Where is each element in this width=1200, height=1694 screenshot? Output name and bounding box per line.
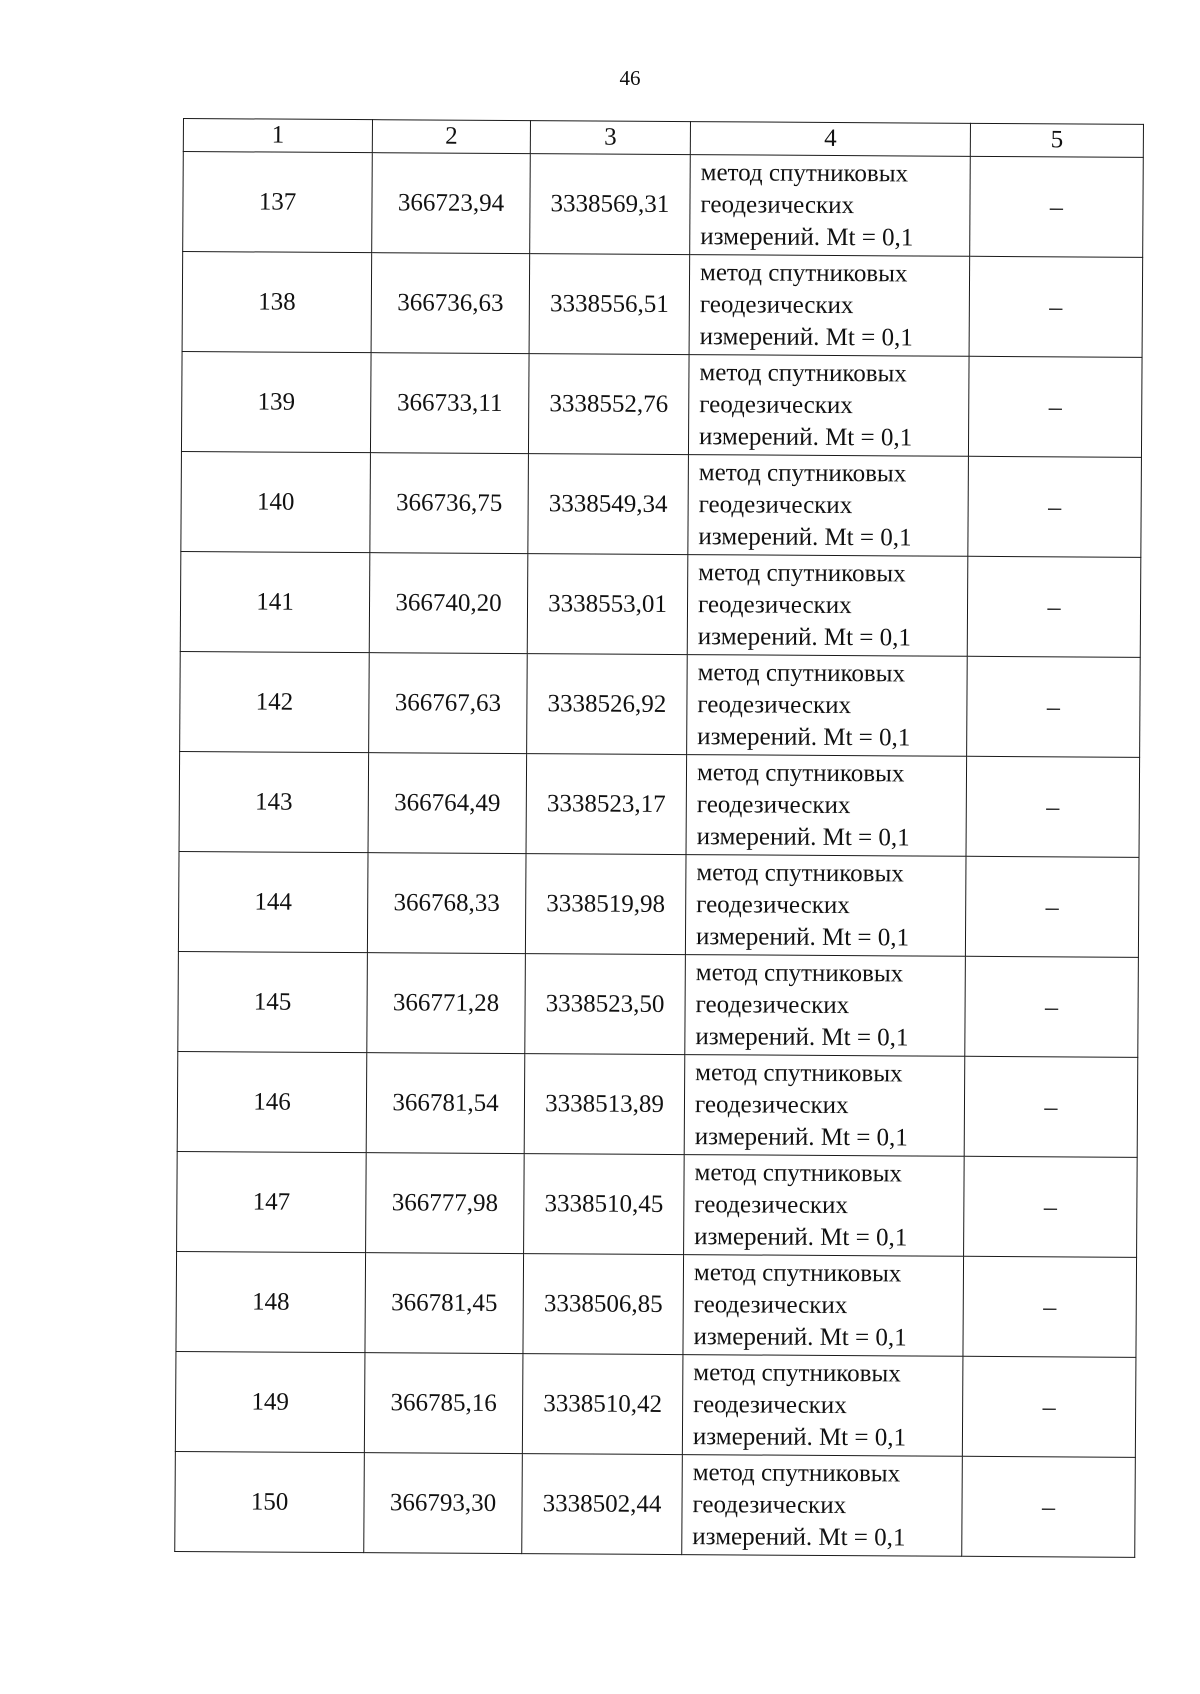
- method-line: геодезических: [696, 790, 851, 819]
- method-line: метод спутниковых: [693, 1358, 901, 1387]
- method-cell: [688, 455, 969, 557]
- coordinates-table: [174, 118, 1144, 1558]
- method-line: геодезических: [696, 890, 850, 919]
- x-coordinate-cell: 366740,20: [369, 553, 528, 654]
- y-coordinate-cell: 3338553,01: [527, 554, 688, 655]
- header-cell: 3: [530, 121, 690, 155]
- x-coordinate-cell: 366793,30: [364, 1453, 523, 1554]
- method-line: геодезических: [695, 990, 850, 1019]
- point-number-cell: 144: [178, 851, 368, 952]
- y-coordinate-cell: 3338569,31: [530, 154, 691, 255]
- method-cell: [687, 555, 968, 657]
- method-line: измерений. Mt = 0,1: [693, 1322, 907, 1351]
- header-cell: 5: [970, 123, 1143, 157]
- method-line: геодезических: [693, 1390, 847, 1419]
- y-coordinate-cell: 3338523,17: [526, 754, 687, 855]
- x-coordinate-cell: 366781,54: [366, 1053, 525, 1154]
- table-row: [181, 451, 1142, 557]
- method-cell: [685, 855, 966, 957]
- method-line: геодезических: [699, 290, 854, 319]
- table-row: [183, 152, 1144, 258]
- note-cell: –: [962, 1356, 1136, 1457]
- method-line: метод спутниковых: [693, 1258, 902, 1287]
- method-line: метод спутниковых: [695, 958, 904, 987]
- point-number-cell: 141: [180, 551, 370, 652]
- y-coordinate-cell: 3338549,34: [528, 454, 689, 555]
- table-row: [177, 1151, 1138, 1257]
- y-coordinate-cell: 3338510,45: [524, 1154, 685, 1255]
- y-coordinate-cell: 3338523,50: [525, 954, 686, 1055]
- method-line: измерений. Mt = 0,1: [697, 722, 911, 751]
- y-coordinate-cell: 3338513,89: [524, 1054, 685, 1155]
- note-cell: –: [970, 156, 1144, 257]
- method-cell: [689, 255, 970, 357]
- point-number-cell: 138: [182, 252, 372, 353]
- point-number-cell: 148: [176, 1251, 366, 1352]
- method-line: измерений. Mt = 0,1: [694, 1122, 908, 1151]
- page-number: 46: [619, 66, 641, 90]
- header-cell: 2: [372, 120, 530, 154]
- x-coordinate-cell: 366736,63: [371, 253, 530, 354]
- method-line: метод спутниковых: [694, 1158, 903, 1187]
- x-coordinate-cell: 366733,11: [370, 353, 529, 454]
- point-number-cell: 143: [179, 751, 369, 852]
- method-cell: [686, 755, 967, 857]
- table-row: [178, 851, 1139, 957]
- note-cell: –: [965, 856, 1139, 957]
- table-row: [179, 751, 1140, 857]
- point-number-cell: 142: [180, 651, 370, 752]
- note-cell: –: [967, 656, 1141, 757]
- header-cell: 1: [183, 119, 372, 153]
- method-line: геодезических: [692, 1490, 847, 1519]
- note-cell: –: [964, 1056, 1138, 1157]
- table-row: [180, 651, 1141, 757]
- x-coordinate-cell: 366767,63: [369, 653, 528, 754]
- method-cell: [682, 1455, 963, 1557]
- point-number-cell: 137: [183, 152, 373, 253]
- point-number-cell: 140: [181, 451, 371, 552]
- y-coordinate-cell: 3338510,42: [522, 1354, 683, 1455]
- method-line: метод спутниковых: [695, 1058, 903, 1087]
- method-line: измерений. Mt = 0,1: [696, 822, 910, 851]
- method-line: измерений. Mt = 0,1: [699, 322, 913, 351]
- point-number-cell: 146: [177, 1051, 367, 1152]
- method-line: измерений. Mt = 0,1: [695, 1022, 909, 1051]
- note-cell: –: [968, 356, 1142, 457]
- method-cell: [683, 1255, 964, 1357]
- method-line: метод спутниковых: [699, 258, 908, 287]
- method-line: геодезических: [697, 590, 852, 619]
- point-number-cell: 139: [181, 351, 371, 452]
- method-line: метод спутниковых: [700, 158, 909, 187]
- method-line: геодезических: [700, 190, 855, 219]
- point-number-cell: 147: [177, 1151, 367, 1252]
- y-coordinate-cell: 3338502,44: [522, 1454, 683, 1555]
- header-cell: 4: [690, 122, 970, 157]
- y-coordinate-cell: 3338552,76: [528, 354, 689, 455]
- method-cell: [682, 1355, 963, 1457]
- x-coordinate-cell: 366764,49: [368, 753, 527, 854]
- method-line: метод спутниковых: [697, 658, 906, 687]
- note-cell: –: [967, 556, 1141, 657]
- note-cell: –: [963, 1256, 1137, 1357]
- y-coordinate-cell: 3338526,92: [527, 654, 688, 755]
- method-line: геодезических: [693, 1290, 848, 1319]
- table-row: [181, 351, 1142, 457]
- note-cell: –: [968, 456, 1142, 557]
- x-coordinate-cell: 366768,33: [367, 853, 526, 954]
- method-line: геодезических: [694, 1190, 849, 1219]
- note-cell: –: [962, 1456, 1136, 1557]
- method-cell: [688, 355, 969, 457]
- method-cell: [684, 1055, 965, 1157]
- method-cell: [690, 155, 971, 257]
- x-coordinate-cell: 366777,98: [366, 1153, 525, 1254]
- method-line: геодезических: [697, 690, 852, 719]
- table-row: [177, 1051, 1138, 1157]
- x-coordinate-cell: 366771,28: [367, 953, 526, 1054]
- table-row: [180, 551, 1141, 657]
- method-line: измерений. Mt = 0,1: [698, 422, 913, 451]
- method-line: метод спутниковых: [696, 758, 905, 787]
- method-cell: [684, 1155, 965, 1257]
- x-coordinate-cell: 366785,16: [364, 1353, 523, 1454]
- method-line: геодезических: [698, 490, 853, 519]
- method-line: метод спутниковых: [696, 858, 904, 887]
- point-number-cell: 145: [178, 951, 368, 1052]
- method-line: геодезических: [694, 1090, 849, 1119]
- note-cell: –: [965, 956, 1139, 1057]
- method-line: измерений. Mt = 0,1: [692, 1422, 907, 1451]
- table-row: [178, 951, 1139, 1057]
- y-coordinate-cell: 3338506,85: [523, 1254, 684, 1355]
- method-line: измерений. Mt = 0,1: [694, 1222, 908, 1251]
- method-line: измерений. Mt = 0,1: [692, 1522, 906, 1551]
- method-line: метод спутниковых: [699, 358, 907, 387]
- x-coordinate-cell: 366736,75: [370, 453, 529, 554]
- method-line: метод спутниковых: [698, 458, 907, 487]
- method-line: измерений. Mt = 0,1: [695, 922, 910, 951]
- table-row: [182, 252, 1143, 358]
- note-cell: –: [964, 1156, 1138, 1257]
- y-coordinate-cell: 3338519,98: [525, 854, 686, 955]
- method-cell: [687, 655, 968, 757]
- x-coordinate-cell: 366723,94: [372, 153, 531, 254]
- y-coordinate-cell: 3338556,51: [529, 254, 690, 355]
- point-number-cell: 150: [175, 1451, 365, 1552]
- x-coordinate-cell: 366781,45: [365, 1253, 524, 1354]
- table-body: [175, 152, 1144, 1558]
- method-cell: [685, 955, 966, 1057]
- note-cell: –: [966, 756, 1140, 857]
- point-number-cell: 149: [175, 1351, 365, 1452]
- note-cell: –: [969, 256, 1143, 357]
- method-line: измерений. Mt = 0,1: [697, 622, 912, 651]
- method-line: геодезических: [699, 390, 853, 419]
- table-row: [175, 1351, 1136, 1457]
- method-line: измерений. Mt = 0,1: [700, 222, 914, 251]
- method-line: метод спутниковых: [698, 558, 906, 587]
- method-line: измерений. Mt = 0,1: [698, 522, 912, 551]
- method-line: метод спутниковых: [692, 1458, 901, 1487]
- table-row: [175, 1451, 1136, 1557]
- table-row: [176, 1251, 1137, 1357]
